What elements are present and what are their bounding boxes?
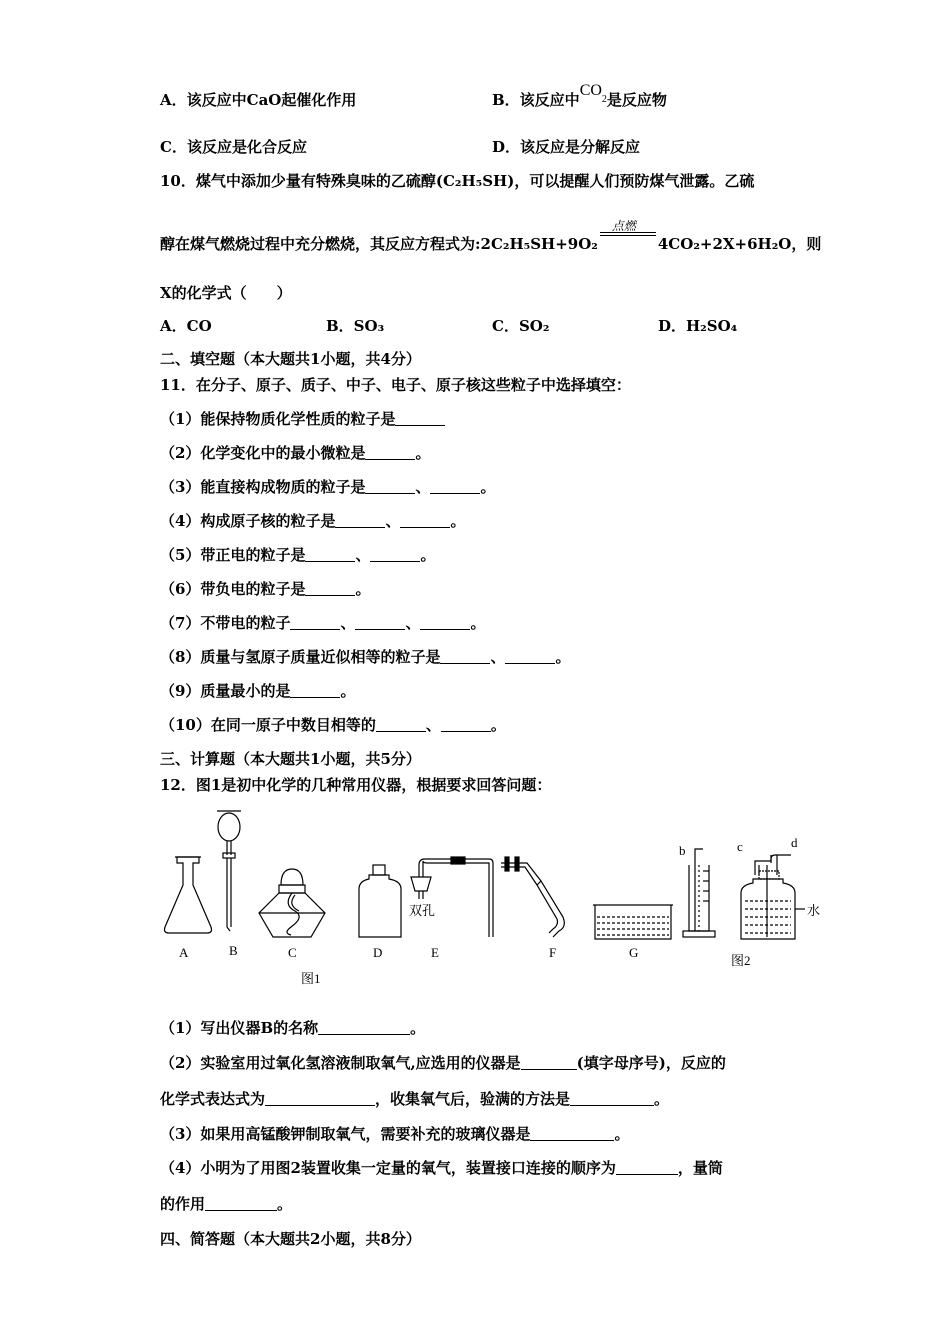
reagent-bottle-drawing	[359, 865, 401, 937]
label-c: C	[288, 945, 297, 960]
q10-option-a: A．CO	[160, 317, 212, 335]
label-d: D	[373, 945, 383, 960]
section-3-heading: 三、计算题（本大题共1小题，共5分）	[160, 750, 421, 768]
label-f: F	[549, 945, 557, 960]
q11-item-10: （10）在同一原子中数目相等的 、 。	[160, 716, 506, 734]
q9-option-a: A．该反应中CaO起催化作用	[160, 91, 357, 109]
answer-blank[interactable]	[505, 649, 555, 664]
q11-item-5: （5）带正电的粒子是 、 。	[160, 546, 436, 564]
trough-drawing	[593, 905, 673, 939]
answer-blank[interactable]	[365, 479, 415, 494]
q9-option-b-pre: B．该反应中	[492, 91, 580, 109]
reaction-condition: 点燃	[611, 219, 636, 233]
figure-2-caption: 图2	[731, 953, 751, 968]
answer-blank[interactable]	[400, 513, 450, 528]
reaction-arrow	[600, 219, 656, 254]
q10-option-d: D．H₂SO₄	[658, 317, 738, 335]
q12-sub-1: （1）写出仪器B的名称 。	[160, 1019, 426, 1037]
answer-blank[interactable]	[616, 1160, 678, 1175]
answer-blank[interactable]	[395, 411, 445, 426]
q12-sub-4: （4）小明为了用图2装置收集一定量的氧气，装置接口连接的顺序为 ，量筒	[160, 1159, 723, 1177]
q11-item-9: （9）质量最小的是 。	[160, 682, 356, 700]
answer-blank[interactable]	[530, 1126, 614, 1141]
answer-blank[interactable]	[376, 717, 426, 732]
answer-blank[interactable]	[570, 1091, 654, 1106]
label-e: E	[431, 945, 439, 960]
q10-line2-post: 4CO₂+2X+6H₂O，则	[657, 235, 822, 253]
q9-option-b-sub: 2	[601, 94, 607, 105]
q9-option-b-chem: CO	[579, 82, 602, 99]
answer-blank[interactable]	[420, 615, 470, 630]
q12-sub-3: （3）如果用高锰酸钾制取氧气，需要补充的玻璃仪器是 。	[160, 1125, 630, 1143]
answer-blank[interactable]	[305, 581, 355, 596]
q11-stem: 11．在分子、原子、质子、中子、电子、原子核这些粒子中选择填空：	[160, 376, 631, 394]
funnel-drawing	[217, 811, 241, 931]
q9-option-b-post: 是反应物	[606, 91, 667, 109]
answer-blank[interactable]	[335, 513, 385, 528]
graduated-cylinder-drawing	[683, 849, 715, 937]
conical-flask-drawing	[165, 857, 212, 933]
answer-blank[interactable]	[365, 445, 415, 460]
q11-item-3: （3）能直接构成物质的粒子是 、 。	[160, 478, 496, 496]
answer-blank[interactable]	[521, 1055, 577, 1070]
q12-sub-4b: 的作用 。	[160, 1195, 293, 1213]
answer-blank[interactable]	[290, 683, 340, 698]
q11-item-2: （2）化学变化中的最小微粒是 。	[160, 444, 431, 462]
q11-item-4: （4）构成原子核的粒子是 、 。	[160, 512, 466, 530]
section-4-heading: 四、简答题（本大题共2小题，共8分）	[160, 1230, 421, 1248]
q11-item-7: （7）不带电的粒子 、 、 。	[160, 614, 486, 632]
q10-option-c: C．SO₂	[492, 317, 550, 335]
q12-stem: 12．图1是初中化学的几种常用仪器，根据要求回答问题：	[160, 776, 552, 794]
apparatus-figure	[155, 805, 835, 990]
section-2-heading: 二、填空题（本大题共1小题，共4分）	[160, 350, 421, 368]
label-double-hole: 双孔	[409, 903, 436, 918]
answer-blank[interactable]	[355, 615, 405, 630]
q11-item-6: （6）带负电的粒子是 。	[160, 580, 371, 598]
answer-blank[interactable]	[370, 547, 420, 562]
q9-option-b	[492, 82, 667, 116]
q10-line2-pre: 醇在煤气燃烧过程中充分燃烧，其反应方程式为:2C₂H₅SH+9O₂	[160, 235, 598, 253]
label-port-c: c	[737, 839, 743, 854]
label-a: A	[179, 945, 189, 960]
q12-sub-2b: 化学式表达式为 ，收集氧气后，验满的方法是 。	[160, 1090, 670, 1108]
answer-blank[interactable]	[430, 479, 480, 494]
q10-line3: X的化学式（ ）	[160, 284, 292, 302]
rubber-tube-drawing	[501, 857, 564, 937]
q10-line1: 10．煤气中添加少量有特殊臭味的乙硫醇(C₂H₅SH)，可以提醒人们预防煤气泄露。乙硫	[160, 172, 755, 190]
q11-item-1: （1）能保持物质化学性质的粒子是	[160, 409, 445, 429]
answer-blank[interactable]	[290, 615, 340, 630]
gas-bottle-drawing	[741, 855, 805, 939]
q10-option-b: B．SO₃	[326, 317, 385, 335]
label-port-b: b	[679, 843, 686, 858]
answer-blank[interactable]	[265, 1091, 375, 1106]
answer-blank[interactable]	[441, 717, 491, 732]
figure-1-caption: 图1	[301, 971, 321, 986]
answer-blank[interactable]	[440, 649, 490, 664]
label-b: B	[229, 943, 238, 958]
answer-blank[interactable]	[305, 547, 355, 562]
label-g: G	[629, 945, 639, 960]
alcohol-lamp-drawing	[259, 869, 325, 937]
label-port-d: d	[791, 835, 798, 850]
q9-option-c: C．该反应是化合反应	[160, 138, 307, 156]
q10-line2	[160, 219, 822, 254]
q11-item-8: （8）质量与氢原子质量近似相等的粒子是 、 。	[160, 648, 571, 666]
answer-blank[interactable]	[318, 1020, 410, 1035]
label-water: 水	[807, 903, 821, 918]
answer-blank[interactable]	[205, 1196, 277, 1211]
stopper-tube-drawing	[411, 857, 493, 937]
q12-sub-2: （2）实验室用过氧化氢溶液制取氧气,应选用的仪器是 (填字母序号)，反应的	[160, 1054, 726, 1072]
q9-option-d: D．该反应是分解反应	[492, 138, 641, 156]
